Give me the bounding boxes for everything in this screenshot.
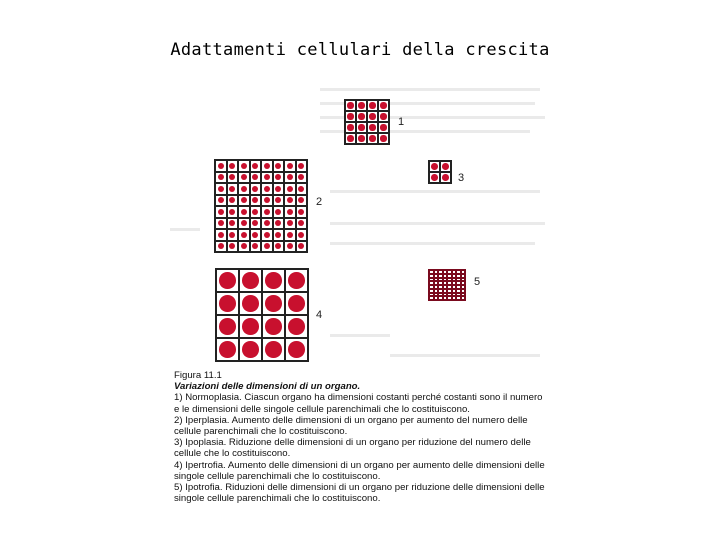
cell-nucleus-dot [431, 163, 438, 170]
cell-nucleus-dot [264, 197, 270, 203]
cell-nucleus-dot [298, 186, 304, 192]
grid-cell [273, 241, 285, 253]
grid-cell [285, 338, 308, 361]
cell-nucleus-dot [287, 232, 293, 238]
caption-item-ipoplasia: 3) Ipoplasia. Riduzione delle dimensioni di un organo per riduzione del numero delle cellule che lo costituiscono. [174, 437, 531, 460]
cell-nucleus-dot [275, 243, 281, 249]
grid-ipoplasia [428, 160, 452, 184]
slide-title: Adattamenti cellulari della crescita [170, 40, 550, 60]
grid-cell [250, 229, 262, 241]
grid-cell [296, 183, 308, 195]
cell-nucleus-dot [264, 243, 270, 249]
grid-cell [273, 218, 285, 230]
grid-cell [215, 172, 227, 184]
cell-nucleus-dot [265, 341, 282, 358]
grid-cell [239, 292, 262, 315]
grid-normoplasia [344, 99, 390, 145]
grid-cell [273, 195, 285, 207]
cell-nucleus-dot [218, 174, 224, 180]
grid-cell [238, 172, 250, 184]
grid-cell [356, 100, 367, 111]
cell-nucleus-dot [264, 209, 270, 215]
cell-nucleus-dot [358, 113, 364, 119]
cell-nucleus-dot [229, 243, 235, 249]
grid-cell [216, 338, 239, 361]
cell-nucleus-dot [218, 232, 224, 238]
cell-nucleus-dot [229, 220, 235, 226]
grid-label-5: 5 [474, 276, 481, 288]
grid-cell [296, 195, 308, 207]
grid-label-3: 3 [458, 172, 465, 184]
background-scan-line [330, 222, 545, 225]
grid-cell [378, 133, 389, 144]
grid-cell [227, 206, 239, 218]
cell-nucleus-dot [218, 197, 224, 203]
cell-nucleus-dot [241, 220, 247, 226]
grid-cell [261, 195, 273, 207]
grid-cell [215, 229, 227, 241]
grid-cell [378, 111, 389, 122]
cell-nucleus-dot [229, 163, 235, 169]
grid-cell [284, 229, 296, 241]
grid-cell [261, 218, 273, 230]
grid-cell [345, 122, 356, 133]
grid-cell [273, 206, 285, 218]
grid-cell [378, 122, 389, 133]
cell-nucleus-dot [241, 197, 247, 203]
grid-cell [216, 315, 239, 338]
caption-item-normoplasia: 1) Normoplasia. Ciascun organo ha dimensioni costanti perché costanti sono il numero e le dimensioni delle singole cellule parenchimali che lo costituiscono. [174, 392, 543, 415]
grid-cell [250, 241, 262, 253]
background-scan-line [390, 354, 540, 357]
grid-cell [216, 269, 239, 292]
cell-nucleus-dot [298, 209, 304, 215]
background-scan-line [170, 228, 200, 231]
cell-nucleus-dot [252, 174, 258, 180]
grid-cell [367, 100, 378, 111]
grid-cell [239, 338, 262, 361]
cell-nucleus-dot [275, 163, 281, 169]
grid-cell [285, 292, 308, 315]
grid-cell [284, 172, 296, 184]
grid-cell [429, 172, 440, 183]
grid-cell [261, 206, 273, 218]
cell-nucleus-dot [229, 174, 235, 180]
grid-cell [296, 160, 308, 172]
cell-nucleus-dot [287, 220, 293, 226]
cell-nucleus-dot [288, 295, 305, 312]
grid-cell [296, 241, 308, 253]
grid-cell [215, 206, 227, 218]
cell-nucleus-dot [219, 318, 236, 335]
grid-cell [261, 172, 273, 184]
grid-cell [285, 315, 308, 338]
cell-nucleus-dot [218, 220, 224, 226]
cell-nucleus-dot [298, 220, 304, 226]
cell-nucleus-dot [242, 341, 259, 358]
grid-cell [296, 229, 308, 241]
cell-nucleus-dot [252, 243, 258, 249]
caption-item-ipertrofia: 4) Ipertrofia. Aumento delle dimensioni di un organo per aumento delle dimensioni delle singole cellule parenchimali che lo costituiscono. [174, 459, 545, 482]
cell-nucleus-dot [369, 135, 375, 141]
grid-cell [356, 133, 367, 144]
cell-nucleus-dot [219, 272, 236, 289]
cell-nucleus-dot [252, 220, 258, 226]
cell-nucleus-dot [218, 243, 224, 249]
cell-nucleus-dot [442, 174, 449, 181]
cell-nucleus-dot [380, 124, 386, 130]
grid-cell [284, 218, 296, 230]
cell-nucleus-dot [298, 232, 304, 238]
grid-cell [227, 183, 239, 195]
grid-cell [215, 195, 227, 207]
grid-cell [261, 241, 273, 253]
cell-nucleus-dot [369, 113, 375, 119]
grid-label-2: 2 [316, 196, 323, 208]
grid-cell [284, 183, 296, 195]
grid-cell [284, 195, 296, 207]
grid-cell [296, 172, 308, 184]
cell-nucleus-dot [252, 186, 258, 192]
cell-nucleus-dot [241, 232, 247, 238]
cell-nucleus-dot [229, 209, 235, 215]
cell-nucleus-dot [347, 135, 353, 141]
cell-nucleus-dot [265, 318, 282, 335]
cell-nucleus-dot [229, 232, 235, 238]
cell-nucleus-dot [431, 174, 438, 181]
grid-cell [284, 241, 296, 253]
cell-nucleus-dot [287, 174, 293, 180]
cell-nucleus-dot [380, 113, 386, 119]
figure-caption [174, 370, 546, 504]
grid-cell [250, 183, 262, 195]
grid-cell [238, 195, 250, 207]
grid-cell [285, 269, 308, 292]
grid-cell [216, 292, 239, 315]
cell-nucleus-dot [288, 272, 305, 289]
grid-cell [262, 269, 285, 292]
cell-nucleus-dot [264, 232, 270, 238]
background-scan-line [330, 334, 390, 337]
grid-cell [215, 183, 227, 195]
grid-cell [356, 122, 367, 133]
cell-nucleus-dot [219, 341, 236, 358]
grid-cell [461, 296, 466, 300]
grid-cell [227, 172, 239, 184]
grid-cell [296, 218, 308, 230]
grid-cell [215, 241, 227, 253]
grid-cell [227, 229, 239, 241]
grid-label-4: 4 [316, 309, 323, 321]
cell-nucleus-dot [241, 174, 247, 180]
cell-nucleus-dot [275, 232, 281, 238]
grid-cell [238, 218, 250, 230]
cell-nucleus-dot [252, 209, 258, 215]
grid-cell [238, 206, 250, 218]
cell-nucleus-dot [287, 186, 293, 192]
grid-cell [227, 160, 239, 172]
grid-cell [238, 183, 250, 195]
cell-nucleus-dot [275, 209, 281, 215]
cell-nucleus-dot [265, 272, 282, 289]
grid-cell [262, 315, 285, 338]
grid-cell [345, 133, 356, 144]
grid-cell [262, 338, 285, 361]
cell-nucleus-dot [358, 135, 364, 141]
cell-nucleus-dot [358, 124, 364, 130]
cell-nucleus-dot [380, 102, 386, 108]
grid-cell [261, 183, 273, 195]
cell-nucleus-dot [347, 124, 353, 130]
figure-number: Figura 11.1 [174, 370, 222, 381]
grid-cell [227, 241, 239, 253]
cell-nucleus-dot [218, 163, 224, 169]
grid-cell [238, 229, 250, 241]
grid-cell [440, 161, 451, 172]
grid-cell [367, 133, 378, 144]
grid-cell [262, 292, 285, 315]
background-scan-line [330, 190, 540, 193]
grid-cell [250, 160, 262, 172]
grid-cell [239, 269, 262, 292]
cell-nucleus-dot [218, 186, 224, 192]
caption-item-ipotrofia: 5) Ipotrofia. Riduzioni delle dimensioni di un organo per riduzione delle dimensioni delle singole cellule parenchimali che lo costituiscono. [174, 482, 545, 505]
cell-nucleus-dot [252, 232, 258, 238]
cell-nucleus-dot [288, 318, 305, 335]
background-scan-line [330, 242, 535, 245]
cell-nucleus-dot [241, 209, 247, 215]
cell-nucleus-dot [242, 318, 259, 335]
cell-nucleus-dot [252, 197, 258, 203]
grid-cell [273, 172, 285, 184]
cell-nucleus-dot [287, 209, 293, 215]
grid-cell [345, 100, 356, 111]
cell-nucleus-dot [288, 341, 305, 358]
caption-item-iperplasia: 2) Iperplasia. Aumento delle dimensioni di un organo per aumento del numero delle cellule parenchimali che lo costituiscono. [174, 414, 528, 438]
background-scan-line [320, 88, 540, 91]
grid-cell [250, 172, 262, 184]
grid-cell [273, 160, 285, 172]
cell-nucleus-dot [287, 197, 293, 203]
cell-nucleus-dot [264, 163, 270, 169]
cell-nucleus-dot [298, 243, 304, 249]
grid-cell [227, 195, 239, 207]
cell-nucleus-dot [218, 209, 224, 215]
cell-nucleus-dot [229, 186, 235, 192]
grid-cell [215, 218, 227, 230]
grid-cell [429, 161, 440, 172]
grid-cell [239, 315, 262, 338]
grid-label-1: 1 [398, 116, 405, 128]
cell-nucleus-dot [241, 243, 247, 249]
grid-cell [273, 229, 285, 241]
cell-nucleus-dot [275, 186, 281, 192]
cell-nucleus-dot [252, 163, 258, 169]
grid-cell [250, 206, 262, 218]
cell-nucleus-dot [275, 174, 281, 180]
grid-cell [296, 206, 308, 218]
cell-nucleus-dot [265, 295, 282, 312]
grid-cell [227, 218, 239, 230]
cell-nucleus-dot [287, 243, 293, 249]
cell-nucleus-dot [298, 174, 304, 180]
cell-nucleus-dot [298, 197, 304, 203]
grid-cell [261, 229, 273, 241]
cell-nucleus-dot [275, 220, 281, 226]
cell-nucleus-dot [219, 295, 236, 312]
cell-nucleus-dot [264, 174, 270, 180]
cell-nucleus-dot [369, 102, 375, 108]
grid-cell [367, 122, 378, 133]
grid-cell [250, 218, 262, 230]
cell-nucleus-dot [298, 163, 304, 169]
cell-nucleus-dot [369, 124, 375, 130]
cell-nucleus-dot [442, 163, 449, 170]
grid-cell [440, 172, 451, 183]
cell-nucleus-dot [241, 186, 247, 192]
cell-nucleus-dot [264, 220, 270, 226]
grid-ipertrofia [215, 268, 309, 362]
grid-cell [345, 111, 356, 122]
cell-nucleus-dot [287, 163, 293, 169]
cell-nucleus-dot [358, 102, 364, 108]
grid-ipotrofia [428, 269, 466, 301]
cell-nucleus-dot [242, 295, 259, 312]
grid-cell [215, 160, 227, 172]
grid-cell [273, 183, 285, 195]
grid-iperplasia [214, 159, 308, 253]
cell-nucleus-dot [347, 113, 353, 119]
grid-cell [238, 241, 250, 253]
grid-cell [250, 195, 262, 207]
grid-cell [367, 111, 378, 122]
cell-nucleus-dot [229, 197, 235, 203]
cell-nucleus-dot [241, 163, 247, 169]
grid-cell [261, 160, 273, 172]
grid-cell [238, 160, 250, 172]
cell-nucleus-dot [275, 197, 281, 203]
cell-nucleus-dot [264, 186, 270, 192]
grid-cell [284, 160, 296, 172]
figure-title: Variazioni delle dimensioni di un organo. [174, 381, 361, 393]
grid-cell [378, 100, 389, 111]
cell-nucleus-dot [380, 135, 386, 141]
grid-cell [284, 206, 296, 218]
cell-nucleus-dot [347, 102, 353, 108]
cell-nucleus-dot [242, 272, 259, 289]
grid-cell [356, 111, 367, 122]
